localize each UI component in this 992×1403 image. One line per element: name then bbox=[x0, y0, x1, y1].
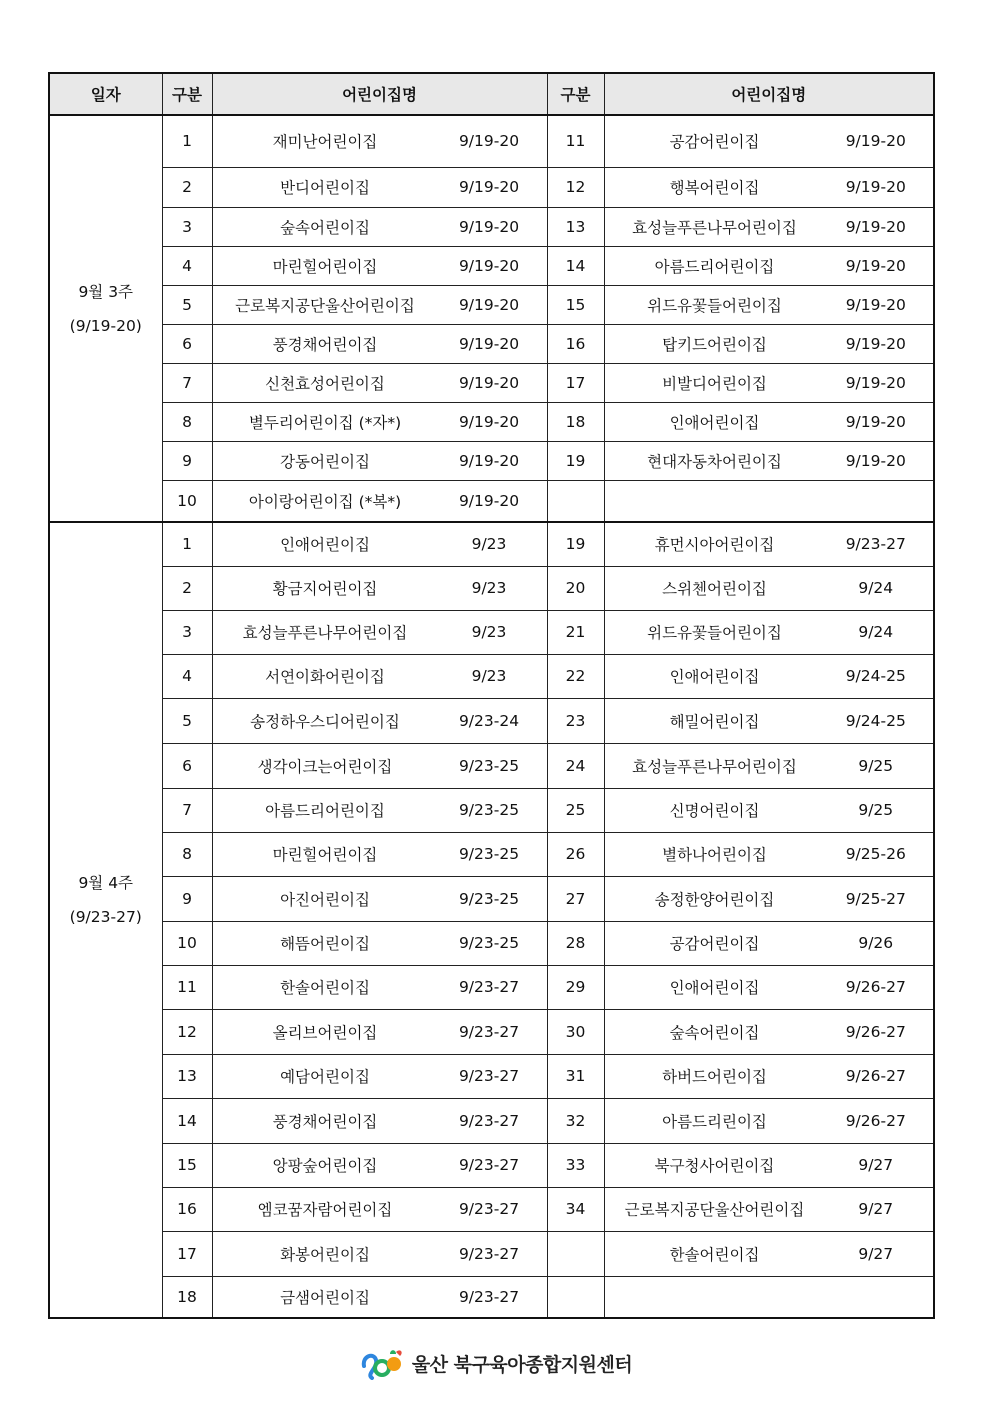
daycare-cell bbox=[212, 1054, 547, 1098]
daycare-name: 북구청사어린이집 bbox=[654, 1157, 775, 1175]
week-range: (9/19-20) bbox=[69, 316, 142, 335]
daycare-cell bbox=[604, 1187, 934, 1231]
row-number: 3 bbox=[162, 207, 212, 246]
table-row bbox=[49, 246, 934, 285]
visit-date: 9/23-25 bbox=[458, 934, 520, 952]
visit-date: 9/27 bbox=[858, 1200, 894, 1218]
table-row bbox=[49, 921, 934, 965]
visit-date: 9/24-25 bbox=[845, 667, 906, 685]
daycare-cell bbox=[604, 654, 934, 698]
daycare-name: 마린힐어린이집 bbox=[272, 257, 378, 276]
visit-date: 9/19-20 bbox=[845, 451, 906, 470]
daycare-cell bbox=[212, 1098, 547, 1143]
visit-date: 9/23-25 bbox=[458, 889, 520, 908]
daycare-name: 강동어린이집 bbox=[280, 452, 370, 471]
row-number: 28 bbox=[547, 921, 604, 965]
daycare-cell bbox=[604, 246, 934, 285]
daycare-cell bbox=[604, 1143, 934, 1187]
daycare-name: 인애어린이집 bbox=[669, 668, 760, 686]
daycare-name: 재미난어린이집 bbox=[272, 133, 378, 152]
visit-date: 9/23 bbox=[471, 623, 507, 641]
visit-date: 9/26-27 bbox=[845, 1111, 906, 1130]
visit-date: 9/19-20 bbox=[458, 334, 520, 353]
daycare-name: 올리브어린이집 bbox=[272, 1023, 378, 1042]
visit-date: 9/19-20 bbox=[458, 373, 520, 392]
row-number: 18 bbox=[547, 402, 604, 441]
visit-date: 9/23 bbox=[471, 667, 507, 685]
row-number: 33 bbox=[547, 1143, 604, 1187]
week-label: 9월 4주 bbox=[78, 874, 134, 892]
daycare-name: 풍경채어린이집 bbox=[272, 335, 378, 354]
row-number: 18 bbox=[162, 1276, 212, 1318]
visit-date: 9/23-27 bbox=[458, 1244, 520, 1263]
visit-date: 9/19-20 bbox=[458, 217, 520, 236]
row-number: 12 bbox=[162, 1009, 212, 1054]
visit-date: 9/23-27 bbox=[458, 1067, 520, 1085]
row-number: 1 bbox=[162, 522, 212, 566]
visit-date: 9/27 bbox=[858, 1156, 894, 1174]
table-row bbox=[49, 324, 934, 363]
daycare-cell bbox=[212, 522, 547, 566]
row-number: 15 bbox=[547, 285, 604, 324]
visit-date: 9/23-27 bbox=[458, 1022, 520, 1041]
daycare-cell bbox=[212, 167, 547, 207]
table-row bbox=[49, 743, 934, 788]
daycare-cell bbox=[212, 566, 547, 610]
daycare-cell bbox=[212, 402, 547, 441]
row-number: 12 bbox=[547, 167, 604, 207]
week-cell bbox=[49, 522, 162, 1318]
visit-date: 9/19-20 bbox=[845, 132, 906, 151]
row-number: 3 bbox=[162, 610, 212, 654]
row-number bbox=[547, 1231, 604, 1276]
daycare-name: 신천효성어린이집 bbox=[265, 374, 385, 393]
row-number: 10 bbox=[162, 480, 212, 522]
row-number: 27 bbox=[547, 876, 604, 921]
daycare-name: 스위첸어린이집 bbox=[662, 580, 767, 598]
row-number: 2 bbox=[162, 167, 212, 207]
visit-date: 9/26-27 bbox=[845, 1067, 906, 1085]
daycare-cell bbox=[604, 743, 934, 788]
visit-date: 9/23-27 bbox=[458, 1111, 520, 1130]
visit-date: 9/25 bbox=[858, 801, 894, 819]
table-row bbox=[49, 115, 934, 167]
daycare-cell bbox=[212, 1187, 547, 1231]
daycare-cell bbox=[212, 654, 547, 698]
table-row bbox=[49, 480, 934, 522]
daycare-cell bbox=[212, 1009, 547, 1054]
daycare-name: 앙팡숲어린이집 bbox=[272, 1157, 378, 1175]
daycare-name: 서연이화어린이집 bbox=[265, 668, 385, 686]
table-row bbox=[49, 1231, 934, 1276]
daycare-cell bbox=[604, 363, 934, 402]
daycare-name: 인애어린이집 bbox=[669, 979, 760, 997]
row-number: 32 bbox=[547, 1098, 604, 1143]
row-number: 15 bbox=[162, 1143, 212, 1187]
daycare-name: 휴먼시아어린이집 bbox=[654, 536, 775, 555]
visit-date: 9/19-20 bbox=[458, 491, 520, 510]
daycare-name: 공감어린이집 bbox=[669, 133, 760, 152]
daycare-cell bbox=[604, 480, 934, 522]
footer bbox=[0, 1343, 992, 1383]
table-row bbox=[49, 1009, 934, 1054]
table-row bbox=[49, 788, 934, 832]
row-number: 4 bbox=[162, 654, 212, 698]
daycare-name: 현대자동차어린이집 bbox=[647, 452, 782, 471]
daycare-cell bbox=[604, 1098, 934, 1143]
daycare-name: 효성늘푸른나무어린이집 bbox=[632, 757, 797, 776]
visit-date: 9/25-27 bbox=[845, 889, 906, 908]
daycare-name: 근로복지공단울산어린이집 bbox=[624, 1201, 805, 1219]
daycare-cell bbox=[212, 324, 547, 363]
visit-date: 9/19-20 bbox=[845, 412, 906, 431]
visit-date: 9/23-27 bbox=[458, 1287, 520, 1306]
week-cell bbox=[49, 115, 162, 522]
row-number: 9 bbox=[162, 441, 212, 480]
daycare-cell bbox=[604, 522, 934, 566]
row-number: 26 bbox=[547, 832, 604, 876]
daycare-cell bbox=[604, 115, 934, 167]
daycare-cell bbox=[604, 1276, 934, 1318]
row-number: 8 bbox=[162, 832, 212, 876]
daycare-cell bbox=[604, 1054, 934, 1098]
daycare-name: 해뜸어린이집 bbox=[280, 935, 370, 953]
row-number: 19 bbox=[547, 441, 604, 480]
daycare-name: 반디어린이집 bbox=[280, 179, 370, 197]
visit-date: 9/24 bbox=[858, 579, 894, 597]
daycare-name: 비발디어린이집 bbox=[662, 374, 767, 393]
table-header-row bbox=[49, 73, 934, 115]
header-date: 일자 bbox=[49, 73, 162, 115]
visit-date: 9/23 bbox=[471, 535, 507, 554]
visit-date: 9/19-20 bbox=[845, 373, 906, 392]
row-number: 16 bbox=[547, 324, 604, 363]
daycare-name: 아름드리어린이집 bbox=[265, 802, 385, 820]
daycare-cell bbox=[604, 1009, 934, 1054]
daycare-name: 송정하우스디어린이집 bbox=[250, 712, 400, 731]
daycare-name: 별두리어린이집 (*자*) bbox=[248, 413, 402, 432]
visit-date: 9/26 bbox=[858, 934, 894, 952]
row-number: 11 bbox=[547, 115, 604, 167]
row-number: 5 bbox=[162, 698, 212, 743]
daycare-name: 행복어린이집 bbox=[669, 179, 760, 197]
header-num-2: 구분 bbox=[547, 73, 604, 115]
visit-date: 9/19-20 bbox=[845, 334, 906, 353]
visit-date: 9/19-20 bbox=[845, 295, 906, 314]
daycare-cell bbox=[212, 610, 547, 654]
daycare-name: 금샘어린이집 bbox=[280, 1288, 370, 1307]
daycare-name: 한솔어린이집 bbox=[280, 979, 370, 997]
visit-date: 9/19-20 bbox=[845, 217, 906, 236]
row-number: 17 bbox=[162, 1231, 212, 1276]
header-name-2: 어린이집명 bbox=[604, 73, 934, 115]
visit-date: 9/19-20 bbox=[458, 295, 520, 314]
table-row bbox=[49, 965, 934, 1009]
visit-date: 9/19-20 bbox=[845, 178, 906, 196]
daycare-cell bbox=[604, 921, 934, 965]
visit-date: 9/19-20 bbox=[458, 412, 520, 431]
daycare-cell bbox=[604, 876, 934, 921]
row-number: 6 bbox=[162, 324, 212, 363]
daycare-cell bbox=[604, 566, 934, 610]
visit-date: 9/26-27 bbox=[845, 1022, 906, 1041]
daycare-name: 숲속어린이집 bbox=[669, 1023, 760, 1042]
daycare-name: 신명어린이집 bbox=[669, 802, 760, 820]
daycare-name: 한솔어린이집 bbox=[669, 1245, 760, 1264]
row-number: 13 bbox=[162, 1054, 212, 1098]
table-row bbox=[49, 402, 934, 441]
row-number bbox=[547, 480, 604, 522]
daycare-cell bbox=[604, 402, 934, 441]
table-row bbox=[49, 1143, 934, 1187]
daycare-cell bbox=[604, 1231, 934, 1276]
daycare-name: 화봉어린이집 bbox=[280, 1245, 370, 1264]
org-name: 울산 북구육아종합지원센터 bbox=[411, 1353, 633, 1376]
header-name: 어린이집명 bbox=[212, 73, 547, 115]
table-row bbox=[49, 654, 934, 698]
row-number: 13 bbox=[547, 207, 604, 246]
table-row bbox=[49, 610, 934, 654]
daycare-cell bbox=[212, 832, 547, 876]
visit-date: 9/19-20 bbox=[458, 132, 520, 151]
daycare-cell bbox=[212, 965, 547, 1009]
table-row bbox=[49, 876, 934, 921]
daycare-name: 위드유꽃들어린이집 bbox=[647, 296, 782, 315]
row-number: 21 bbox=[547, 610, 604, 654]
daycare-cell bbox=[212, 246, 547, 285]
row-number: 22 bbox=[547, 654, 604, 698]
row-number: 4 bbox=[162, 246, 212, 285]
table-row bbox=[49, 167, 934, 207]
daycare-name: 위드유꽃들어린이집 bbox=[647, 624, 782, 642]
row-number: 14 bbox=[547, 246, 604, 285]
daycare-name: 탑키드어린이집 bbox=[662, 335, 767, 354]
daycare-cell bbox=[212, 1143, 547, 1187]
visit-date: 9/25-26 bbox=[845, 845, 906, 863]
daycare-name: 아름드리어린이집 bbox=[654, 257, 775, 276]
row-number: 9 bbox=[162, 876, 212, 921]
daycare-name: 효성늘푸른나무어린이집 bbox=[632, 218, 797, 237]
daycare-cell bbox=[212, 363, 547, 402]
row-number: 17 bbox=[547, 363, 604, 402]
row-number: 16 bbox=[162, 1187, 212, 1231]
daycare-name: 공감어린이집 bbox=[669, 935, 760, 953]
daycare-cell bbox=[212, 285, 547, 324]
row-number: 7 bbox=[162, 788, 212, 832]
daycare-name: 인애어린이집 bbox=[669, 413, 760, 432]
row-number: 14 bbox=[162, 1098, 212, 1143]
daycare-name: 숲속어린이집 bbox=[280, 218, 370, 237]
row-number: 8 bbox=[162, 402, 212, 441]
daycare-cell bbox=[212, 698, 547, 743]
row-number: 2 bbox=[162, 566, 212, 610]
visit-date: 9/19-20 bbox=[845, 256, 906, 275]
daycare-name: 송정한양어린이집 bbox=[654, 890, 775, 909]
row-number: 5 bbox=[162, 285, 212, 324]
visit-date: 9/19-20 bbox=[458, 178, 520, 196]
row-number: 31 bbox=[547, 1054, 604, 1098]
daycare-cell bbox=[212, 1231, 547, 1276]
table-row bbox=[49, 1187, 934, 1231]
daycare-cell bbox=[604, 167, 934, 207]
row-number bbox=[547, 1276, 604, 1318]
daycare-cell bbox=[212, 876, 547, 921]
daycare-cell bbox=[604, 324, 934, 363]
visit-date: 9/26-27 bbox=[845, 978, 906, 996]
daycare-cell bbox=[212, 1276, 547, 1318]
daycare-name: 황금지어린이집 bbox=[272, 580, 378, 598]
daycare-name: 풍경채어린이집 bbox=[272, 1112, 378, 1131]
daycare-name: 엠코꿈자람어린이집 bbox=[257, 1201, 393, 1219]
row-number: 25 bbox=[547, 788, 604, 832]
daycare-name: 하버드어린이집 bbox=[662, 1068, 767, 1086]
row-number: 23 bbox=[547, 698, 604, 743]
table-row bbox=[49, 363, 934, 402]
row-number: 11 bbox=[162, 965, 212, 1009]
row-number: 1 bbox=[162, 115, 212, 167]
daycare-name: 예담어린이집 bbox=[280, 1068, 370, 1086]
daycare-cell bbox=[604, 788, 934, 832]
center-logo-icon bbox=[360, 1346, 406, 1380]
row-number: 6 bbox=[162, 743, 212, 788]
schedule-table bbox=[48, 72, 935, 1319]
daycare-name: 마린힐어린이집 bbox=[272, 846, 378, 864]
visit-date: 9/23-27 bbox=[458, 978, 520, 996]
daycare-name: 아진어린이집 bbox=[280, 890, 370, 909]
visit-date: 9/25 bbox=[858, 756, 894, 775]
daycare-name: 아름드리린이집 bbox=[662, 1112, 767, 1131]
daycare-cell bbox=[212, 921, 547, 965]
daycare-cell bbox=[212, 115, 547, 167]
daycare-cell bbox=[604, 965, 934, 1009]
visit-date: 9/23-25 bbox=[458, 845, 520, 863]
row-number: 19 bbox=[547, 522, 604, 566]
table-row bbox=[49, 1054, 934, 1098]
week-range: (9/23-27) bbox=[69, 908, 142, 926]
visit-date: 9/19-20 bbox=[458, 256, 520, 275]
daycare-cell bbox=[604, 698, 934, 743]
daycare-name: 인애어린이집 bbox=[280, 536, 370, 555]
table-row bbox=[49, 1276, 934, 1318]
daycare-cell bbox=[212, 788, 547, 832]
table-row bbox=[49, 698, 934, 743]
visit-date: 9/23-24 bbox=[458, 711, 520, 730]
daycare-cell bbox=[212, 207, 547, 246]
daycare-cell bbox=[604, 441, 934, 480]
daycare-cell bbox=[604, 285, 934, 324]
daycare-name: 생각이크는어린이집 bbox=[257, 757, 393, 776]
daycare-cell bbox=[212, 441, 547, 480]
visit-date: 9/24 bbox=[858, 623, 894, 641]
visit-date: 9/27 bbox=[858, 1244, 894, 1263]
row-number: 30 bbox=[547, 1009, 604, 1054]
week-label: 9월 3주 bbox=[78, 282, 134, 301]
visit-date: 9/23-27 bbox=[845, 535, 906, 554]
visit-date: 9/23-25 bbox=[458, 756, 520, 775]
table-row bbox=[49, 207, 934, 246]
visit-date: 9/23-27 bbox=[458, 1156, 520, 1174]
table-row bbox=[49, 522, 934, 566]
visit-date: 9/23-25 bbox=[458, 801, 520, 819]
daycare-name: 아이랑어린이집 (*복*) bbox=[248, 492, 402, 511]
visit-date: 9/23 bbox=[471, 579, 507, 597]
row-number: 7 bbox=[162, 363, 212, 402]
daycare-name: 효성늘푸른나무어린이집 bbox=[242, 624, 408, 642]
visit-date: 9/19-20 bbox=[458, 451, 520, 470]
daycare-name: 별하나어린이집 bbox=[662, 846, 767, 864]
daycare-cell bbox=[212, 743, 547, 788]
table-row bbox=[49, 832, 934, 876]
daycare-cell bbox=[604, 832, 934, 876]
row-number: 34 bbox=[547, 1187, 604, 1231]
daycare-cell bbox=[212, 480, 547, 522]
row-number: 20 bbox=[547, 566, 604, 610]
row-number: 29 bbox=[547, 965, 604, 1009]
daycare-cell bbox=[604, 207, 934, 246]
daycare-cell bbox=[604, 610, 934, 654]
daycare-name: 근로복지공단울산어린이집 bbox=[235, 296, 415, 315]
table-row bbox=[49, 285, 934, 324]
table-row bbox=[49, 1098, 934, 1143]
daycare-name: 해밀어린이집 bbox=[669, 712, 760, 731]
row-number: 24 bbox=[547, 743, 604, 788]
table-row bbox=[49, 566, 934, 610]
header-num: 구분 bbox=[162, 73, 212, 115]
table-row bbox=[49, 441, 934, 480]
visit-date: 9/23-27 bbox=[458, 1200, 520, 1218]
visit-date: 9/24-25 bbox=[845, 711, 906, 730]
row-number: 10 bbox=[162, 921, 212, 965]
